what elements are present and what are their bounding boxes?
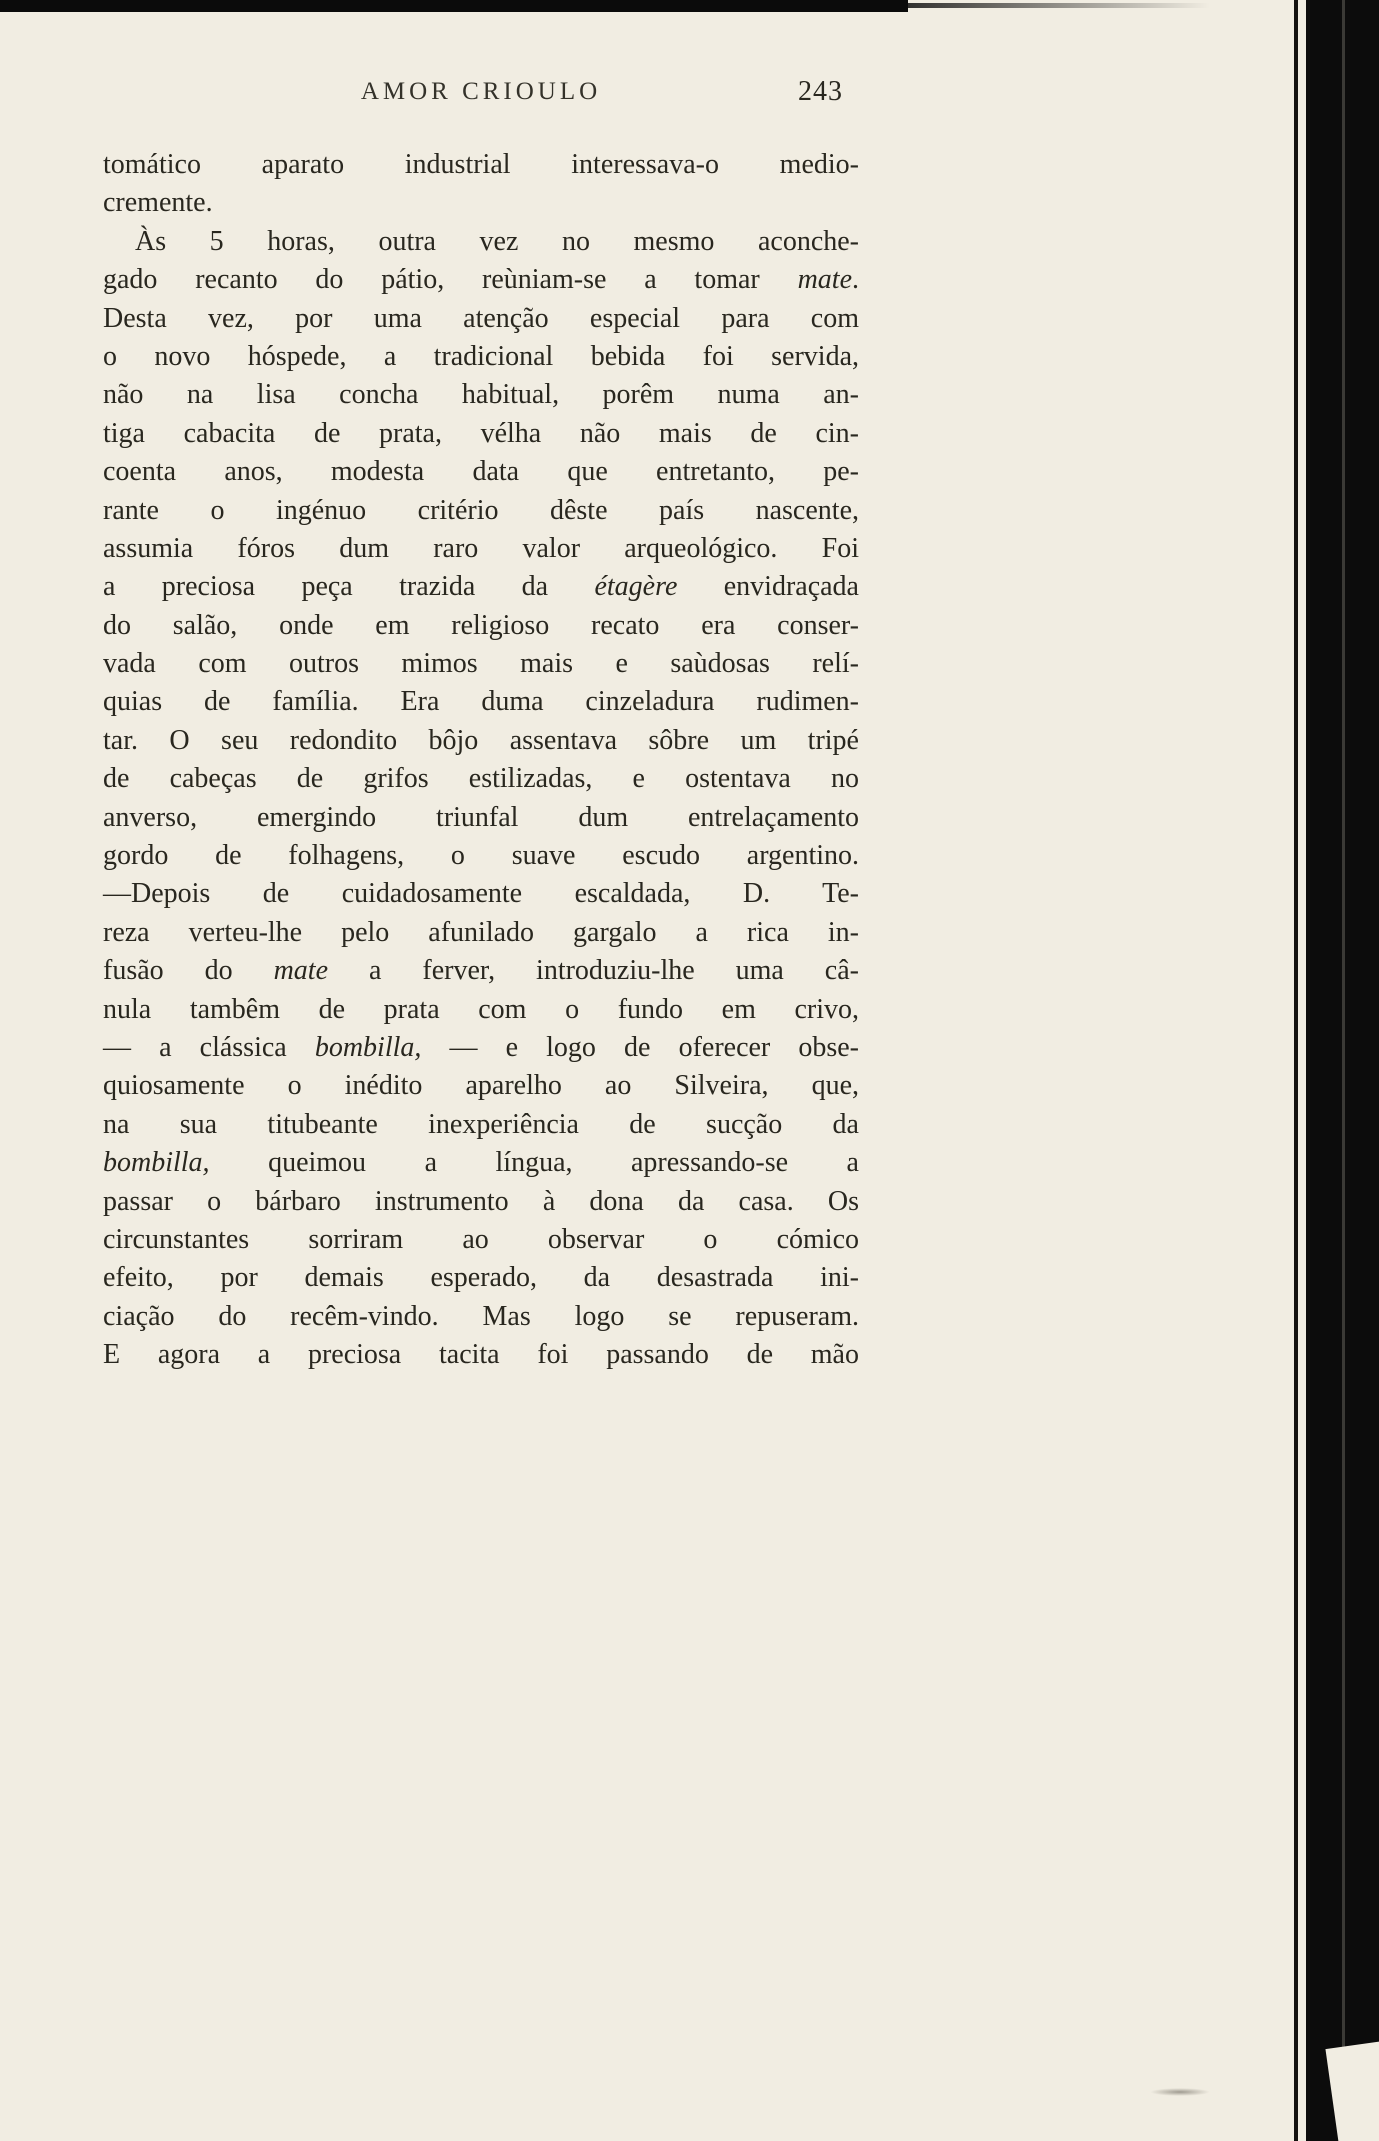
text-line: gordo de folhagens, o suave escudo argentino.	[103, 840, 859, 872]
page-number: 243	[798, 76, 843, 107]
text-line: tiga cabacita de prata, vélha não mais de cin-	[103, 417, 859, 449]
text-line: nula tambêm de prata com o fundo em crivo,	[103, 993, 859, 1025]
text-line: na sua titubeante inexperiência de sucção da	[103, 1108, 859, 1140]
text-line: gado recanto do pátio, reùniam-se a tomar mate.	[103, 264, 859, 296]
scan-top-bar-fade	[900, 3, 1210, 8]
text-line: Às 5 horas, outra vez no mesmo aconche-	[135, 225, 859, 257]
scan-top-black-bar	[0, 0, 908, 12]
body-text	[103, 146, 859, 1375]
text-line: bombilla, queimou a língua, apressando-se a	[103, 1147, 859, 1179]
text-line: não na lisa concha habitual, porêm numa an-	[103, 379, 859, 411]
text-line: Desta vez, por uma atenção especial para com	[103, 302, 859, 334]
text-line: assumia fóros dum raro valor arqueológico. Foi	[103, 532, 859, 564]
text-line: reza verteu-lhe pelo afunilado gargalo a rica in-	[103, 916, 859, 948]
text-line: o novo hóspede, a tradicional bebida foi servida,	[103, 340, 859, 372]
text-line: quias de família. Era duma cinzeladura rudimen-	[103, 686, 859, 718]
text-line: circunstantes sorriram ao observar o cómico	[103, 1223, 859, 1255]
text-line: tomático aparato industrial interessava-o medio-	[103, 149, 859, 180]
text-line: anverso, emergindo triunfal dum entrelaçamento	[103, 801, 859, 833]
text-line: efeito, por demais esperado, da desastrada ini-	[103, 1262, 859, 1294]
scan-smudge	[1150, 2088, 1210, 2096]
text-line: coenta anos, modesta data que entretanto, pe-	[103, 456, 859, 488]
page-header	[103, 78, 859, 114]
binding-band-stripe	[1342, 0, 1345, 2141]
text-line: — a clássica bombilla, — e logo de oferecer obse-	[103, 1031, 860, 1063]
page-edge-line	[1294, 0, 1298, 2141]
text-line: do salão, onde em religioso recato era conser-	[103, 609, 859, 641]
text-line: passar o bárbaro instrumento à dona da casa. Os	[103, 1185, 859, 1217]
text-line: ciação do recêm-vindo. Mas logo se repuseram.	[103, 1300, 859, 1332]
text-block	[103, 78, 859, 1375]
text-line: tar. O seu redondito bôjo assentava sôbre um tripé	[103, 724, 859, 756]
text-line: a preciosa peça trazida da étagère envidraçada	[103, 571, 859, 603]
text-line: fusão do mate a ferver, introduziu-lhe uma câ-	[103, 955, 859, 987]
text-line: rante o ingénuo critério dêste país nascente,	[103, 494, 859, 526]
text-line: E agora a preciosa tacita foi passando de mão	[103, 1339, 859, 1371]
text-line: —Depois de cuidadosamente escaldada, D. Te-	[103, 878, 859, 910]
text-line: de cabeças de grifos estilizadas, e ostentava no	[103, 763, 859, 795]
text-line: quiosamente o inédito aparelho ao Silveira, que,	[103, 1070, 859, 1102]
text-line: cremente.	[103, 187, 213, 219]
text-line: vada com outros mimos mais e saùdosas relí-	[103, 648, 859, 680]
running-title: AMOR CRIOULO	[360, 78, 602, 105]
